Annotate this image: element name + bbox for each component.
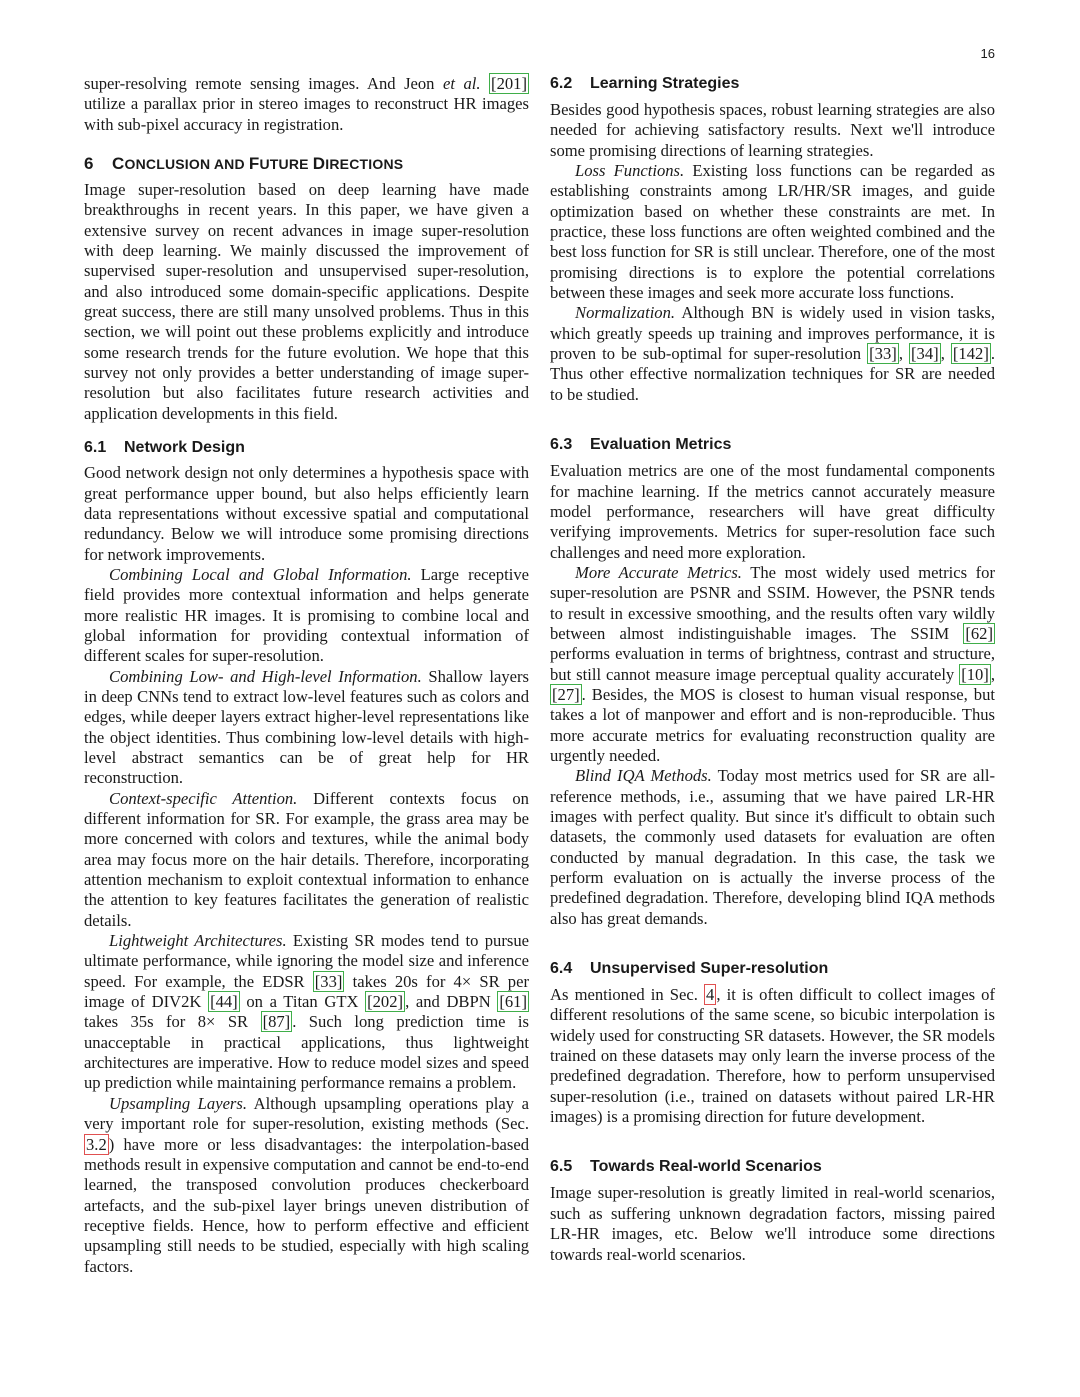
citation-link[interactable]: [33] [314,971,343,991]
upsampling-paragraph: Upsampling Layers. Although upsampling operations play a very important role for super-resolution, existing methods (Sec. 3.2 ) have more or less disadvantages: the interpolation-based methods result in expensive computation and cannot be end-to-end learned, the transposed convolution produces checkerboard artefacts, and the sub-pixel layer brings uneven distribution of receptive fields. Hence, how to perform effective and efficient upsampling still needs to be studied, especially with high scaling factors. [84,1093,529,1276]
real-world-paragraph: Image super-resolution is greatly limited in real-world scenarios, such as suffering unknown degradation factors, missing paired LR-HR images, etc. Below we'll introduce some directions towards real-world scenarios. [550,1183,995,1264]
citation-link[interactable]: [34] [911,344,939,364]
subsection-heading-real-world: 6.5 Towards Real-world Scenarios [550,1158,822,1176]
loss-functions-paragraph: Loss Functions. Existing loss functions can be regarded as establishing constraints among LR/HR/SR images, and guide optimization based on whether these constraints are met. In practice, these loss functions are often weighted combined and the best loss function for SR is still unclear. Therefore, one of the most promising directions is to explore the potential correlations between these images and seek more accurate loss functions. [550,161,995,303]
citation-link[interactable]: [201] [491,74,527,93]
citation-link[interactable]: [202] [367,992,404,1012]
page-number: 16 [980,46,995,61]
network-design-intro: Good network design not only determines a hypothesis space with great performance upper bound, but also helps efficiently learn data representations without excessive spatial and computational redundancy. Below we will introduce some promising directions for network improvements. [84,463,529,564]
citation-link[interactable]: [87] [262,1012,291,1032]
section-reference-link[interactable]: 4 [706,985,715,1005]
subsection-heading-evaluation-metrics: 6.3 Evaluation Metrics [550,436,732,454]
blind-iqa-paragraph: Blind IQA Methods. Today most metrics used for SR are all-reference methods, i.e., assuming that we have paired LR-HR images with perfect quality. But since it's difficult to obtain such datasets, the commonly used datasets for evaluation are often conducted by manual degradation. In this case, the task we perform evaluation on is actually the inverse process of the predefined degradation. Therefore, developing blind IQA methods also has great demands. [550,766,995,928]
accurate-metrics-paragraph: More Accurate Metrics. The most widely used metrics for super-resolution are PSNR and SSIM. However, the PSNR tends to result in excessive smoothing, and the results often vary wildly between almost indistinguishable images. The SSIM [62] performs evaluation in terms of brightness, contrast and structure, but still cannot measure image perceptual quality accurately [10] , [27] . Besides, the MOS is closest to human visual response, but takes a lot of manpower and effort and is non-reproducible. Thus more accurate metrics for evaluating reconstruction quality are urgently needed. [550,562,995,765]
subsection-heading-network-design: 6.1 Network Design [84,439,245,457]
citation-link[interactable]: [44] [210,992,238,1012]
lightweight-paragraph: Lightweight Architectures. Existing SR modes tend to pursue ultimate performance, while ignoring the model size and inference speed. For example, the EDSR [33] takes 20s for 4× SR per image of DIV2K [44] on a Titan GTX [202] , and DBPN [61] takes 35s for 8× SR [87] . Such long prediction time is unacceptable in practical applications, thus lightweight architectures are imperative. How to reduce model sizes and speed up prediction while maintaining performance remains a problem. [84,931,529,1093]
low-high-paragraph: Combining Low- and High-level Information. Shallow layers in deep CNNs tend to extract low-level features such as colors and edges, while deeper layers extract higher-level representations like the object identities. Thus combining low-level details with high-level abstract semantics can be of great help for HR reconstruction. [84,666,529,788]
citation-link[interactable]: [62] [965,623,993,643]
intro-paragraph: super-resolving remote sensing images. And Jeon et al. [201] utilize a parallax prior in stereo images to reconstruct HR images with sub-pixel accuracy in registration. [84,74,529,134]
subsection-heading-learning-strategies: 6.2 Learning Strategies [550,75,740,92]
citation-link[interactable]: [61] [499,992,527,1012]
normalization-paragraph: Normalization. Although BN is widely used in vision tasks, which greatly speeds up training and improves performance, it is proven to be sub-optimal for super-resolution [33] , [34] , [142] . Thus other effective normalization techniques for SR are needed to be studied. [550,303,996,404]
section-reference-link[interactable]: 3.2 [86,1134,107,1154]
left-column [84,74,529,1277]
citation-link[interactable]: [10] [961,664,989,684]
citation-link[interactable]: [142] [952,344,989,364]
subsection-heading-unsupervised: 6.4 Unsupervised Super-resolution [550,960,829,978]
section-heading-conclusion: 6 CONCLUSION AND FUTURE DIRECTIONS [84,154,404,174]
evaluation-metrics-intro: Evaluation metrics are one of the most fundamental components for machine learning. If the metrics cannot accurately measure model performance, researchers will have great difficulty verifying improvements. Metrics for super-resolution face such challenges and need more exploration. [550,461,995,562]
conclusion-paragraph: Image super-resolution based on deep learning have made breakthroughs in recent years. In this paper, we have given a extensive survey on recent advances in image super-resolution with deep learning. We mainly discussed the improvement of supervised super-resolution and unsupervised super-resolution, and also introduced some domain-specific applications. Despite great success, there are still many unsolved problems. Thus in this section, we will point out these problems explicitly and introduce some research trends for the future evolution. We hope that this survey not only provides a better understanding of image super-resolution but also facilitates future research activities and application developments in this field. [84,180,529,423]
local-global-paragraph: Combining Local and Global Information. Large receptive field provides more contextual information and helps generate more realistic HR images. It is promising to combine local and global information for providing contextual information of different scales for super-resolution. [84,564,529,666]
unsupervised-paragraph: As mentioned in Sec. 4 , it is often difficult to collect images of different resolutions of the same scene, so bicubic interpolation is widely used for constructing SR datasets. However, the SR models trained on these datasets may only learn the inverse process of the predefined degradation. Therefore, how to perform unsupervised super-resolution (i.e., trained on datasets without paired LR-HR images) is a promising direction for future development. [550,985,995,1127]
citation-link[interactable]: [27] [552,684,580,704]
right-column [550,74,995,1265]
citation-link[interactable]: [33] [869,344,897,364]
learning-strategies-intro: Besides good hypothesis spaces, robust learning strategies are also needed for achieving satisfactory results. Next we'll introduce some promising directions of learning strategies. [550,100,995,160]
context-attention-paragraph: Context-specific Attention. Different contexts focus on different information for SR. For example, the grass area may be more concerned with colors and textures, while the animal body area may focus more on the hair details. Therefore, incorporating attention mechanism to exploit contextual information to enhance the attention to key features facilitates the generation of realistic details. [84,788,529,930]
